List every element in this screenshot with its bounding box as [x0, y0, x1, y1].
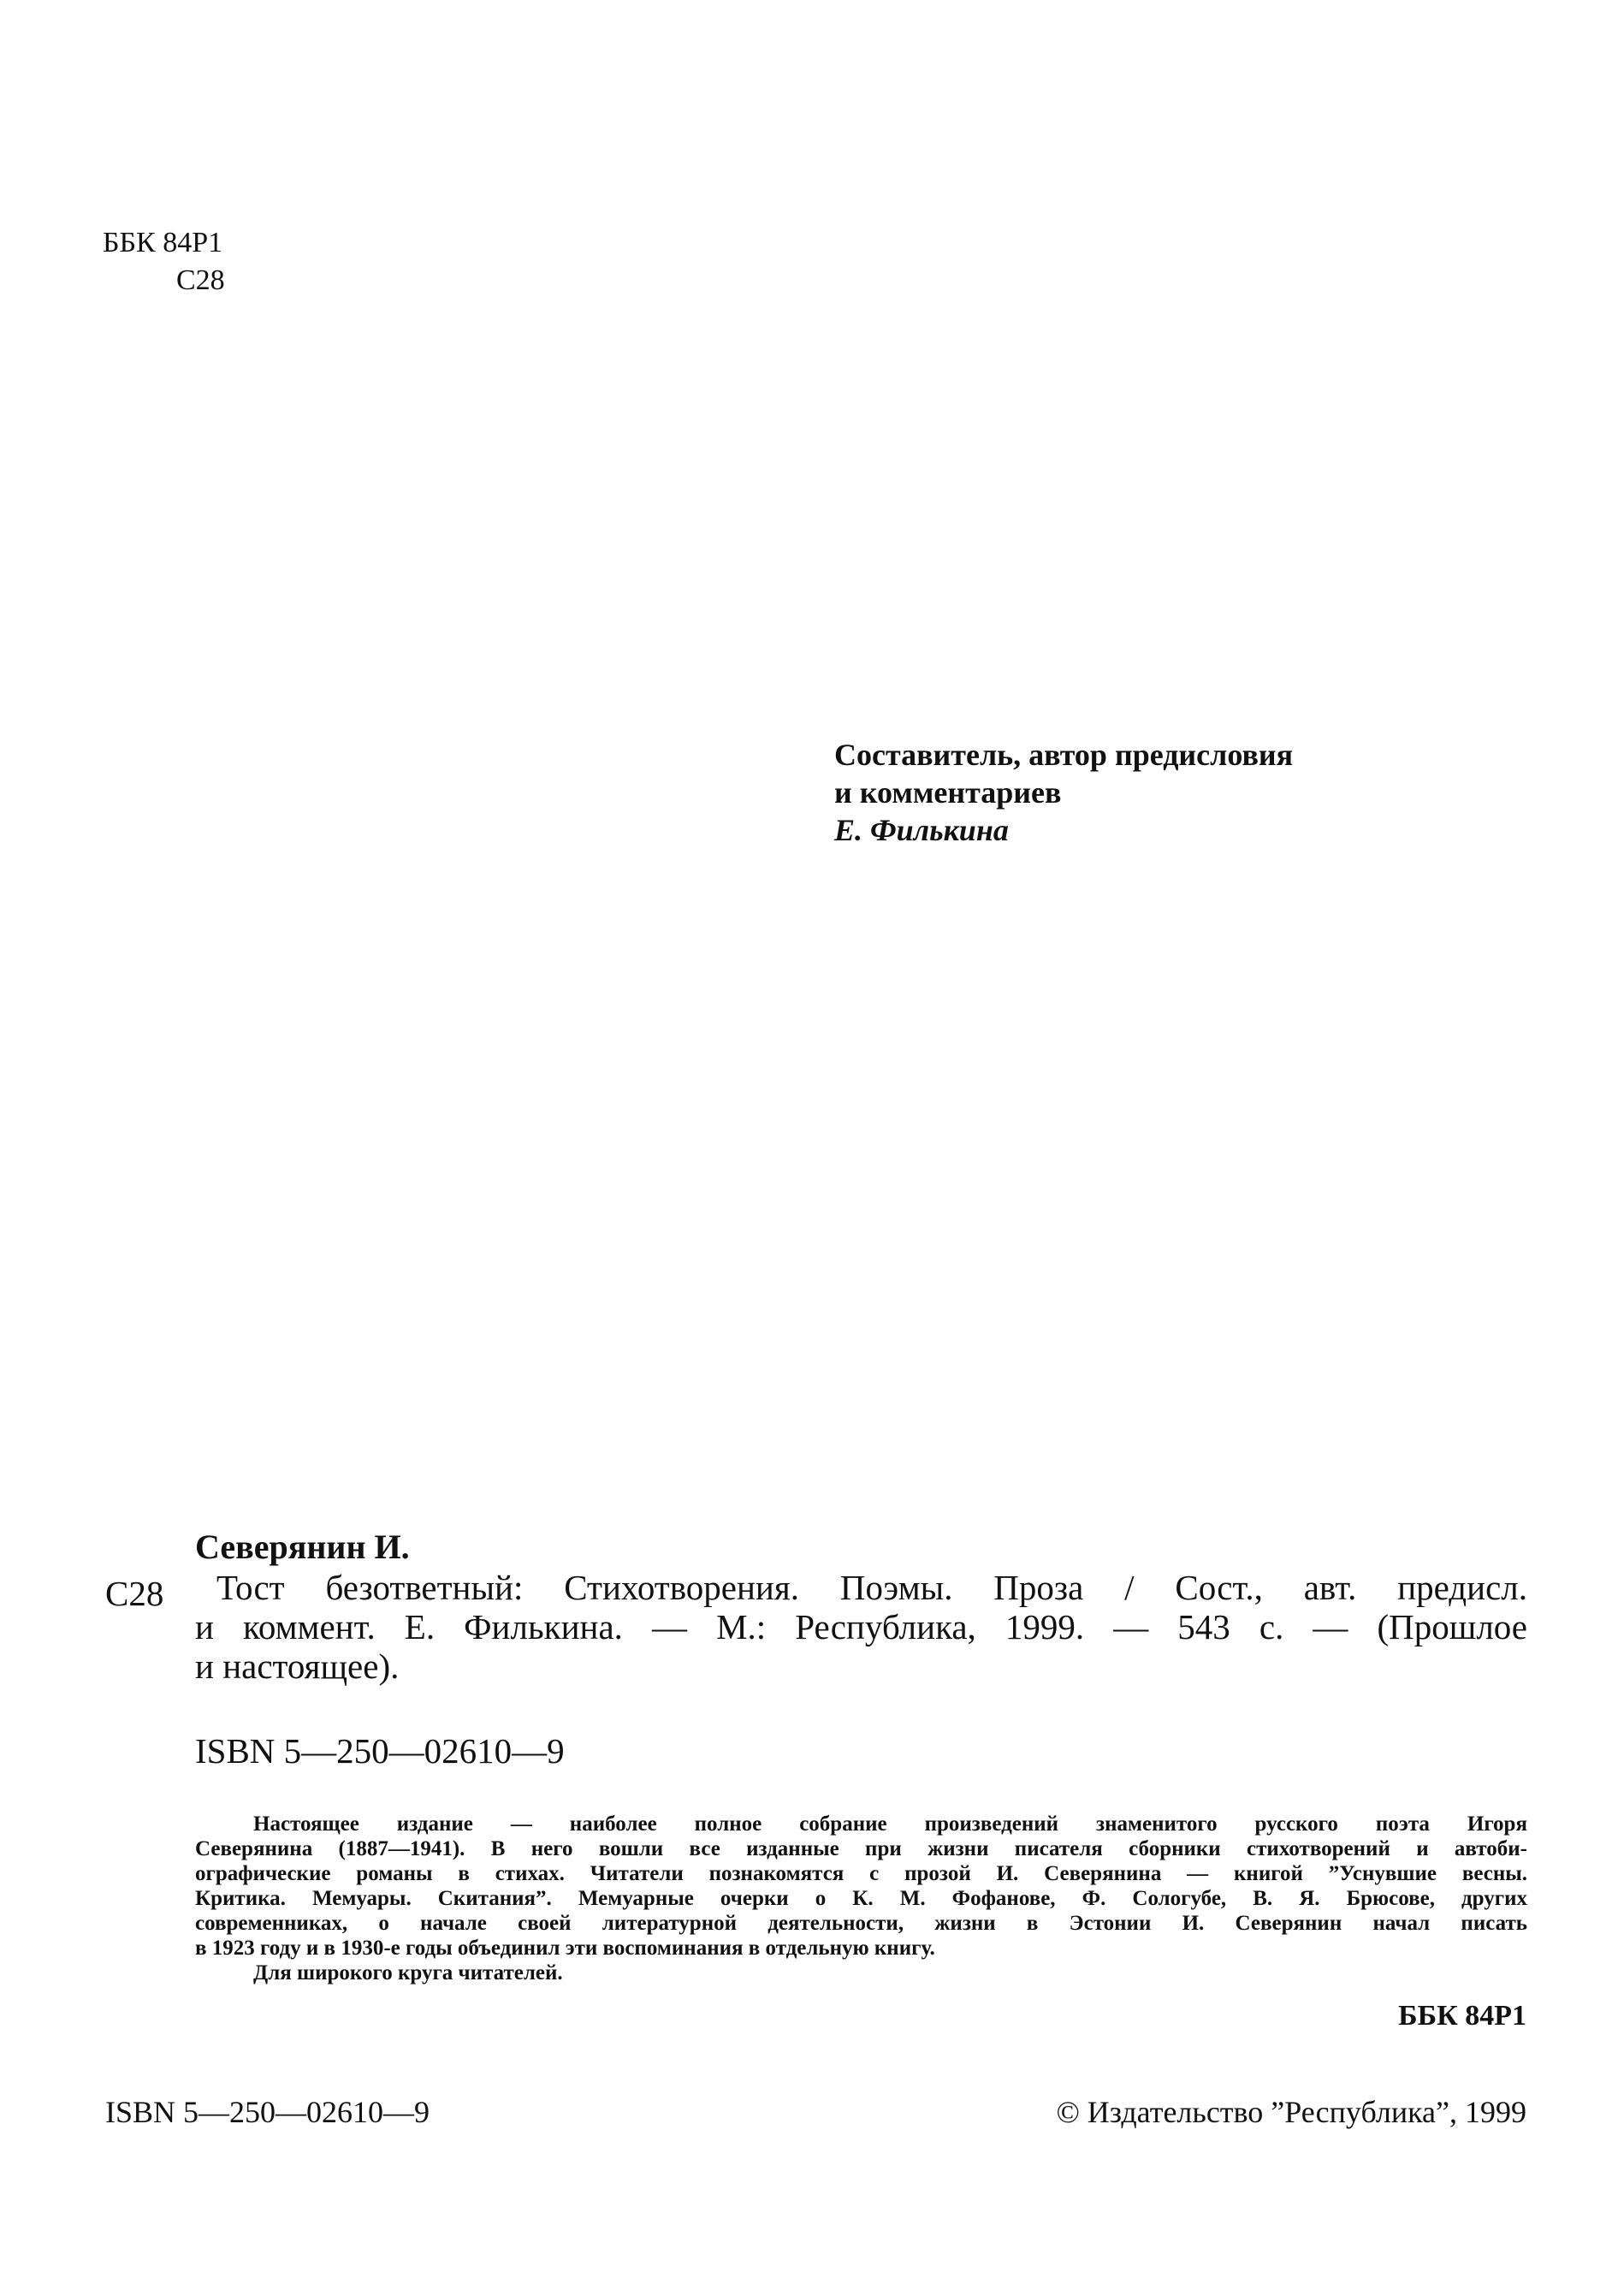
- annotation-line: Критика. Мемуары. Скитания”. Мемуарные очерки о К. М. Фофанове, Ф. Сологубе, В. Я. Брюсове, других: [195, 1887, 1527, 1910]
- description-line: и настоящее).: [195, 1646, 400, 1686]
- annotation-line: ографические романы в стихах. Читатели познакомятся с прозой И. Северянина — книгой ”Уснувшие весны.: [195, 1862, 1527, 1885]
- footer-isbn: ISBN 5—250—02610—9: [105, 2095, 430, 2129]
- annotation-line: Северянина (1887—1941). В него вошли все изданные при жизни писателя сборники стихотворений и автоби-: [195, 1837, 1527, 1860]
- copyright-notice: © Издательство ”Республика”, 1999: [1056, 2095, 1526, 2129]
- catalog-code: С28: [105, 1574, 164, 1613]
- annotation: [195, 1812, 1527, 1985]
- annotation-line: современниках, о начале своей литературной деятельности, жизни в Эстонии И. Северянин начал писать: [195, 1912, 1527, 1935]
- compiler-role-line1: Составитель, автор предисловия: [834, 738, 1294, 772]
- catalog-author: Северянин И.: [195, 1528, 410, 1566]
- annotation-line: Настоящее издание — наиболее полное собрание произведений знаменитого русского поэта Игоря: [253, 1812, 1527, 1836]
- compiler-credit: [834, 736, 1293, 849]
- description-line: Тост безответный: Стихотворения. Поэмы. Проза / Сост., авт. предисл.: [216, 1568, 1527, 1607]
- author-mark: С28: [176, 264, 225, 296]
- annotation-line: Для широкого круга читателей.: [253, 1961, 563, 1985]
- catalog-isbn: ISBN 5—250—02610—9: [195, 1731, 565, 1771]
- bbk-classification-top: [103, 224, 225, 300]
- compiler-role-line2: и комментариев: [834, 775, 1062, 810]
- annotation-line: в 1923 году и в 1930-е годы объединил эти воспоминания в отдельную книгу.: [195, 1937, 935, 1960]
- compiler-name: Е. Филькина: [834, 813, 1009, 847]
- description-line: и коммент. Е. Филькина. — М.: Республика, 1999. — 543 с. — (Прошлое: [195, 1607, 1527, 1646]
- catalog-description: [195, 1568, 1527, 1686]
- bbk-code: ББК 84Р1: [103, 227, 223, 258]
- bbk-classification-bottom: ББК 84Р1: [1398, 2000, 1526, 2032]
